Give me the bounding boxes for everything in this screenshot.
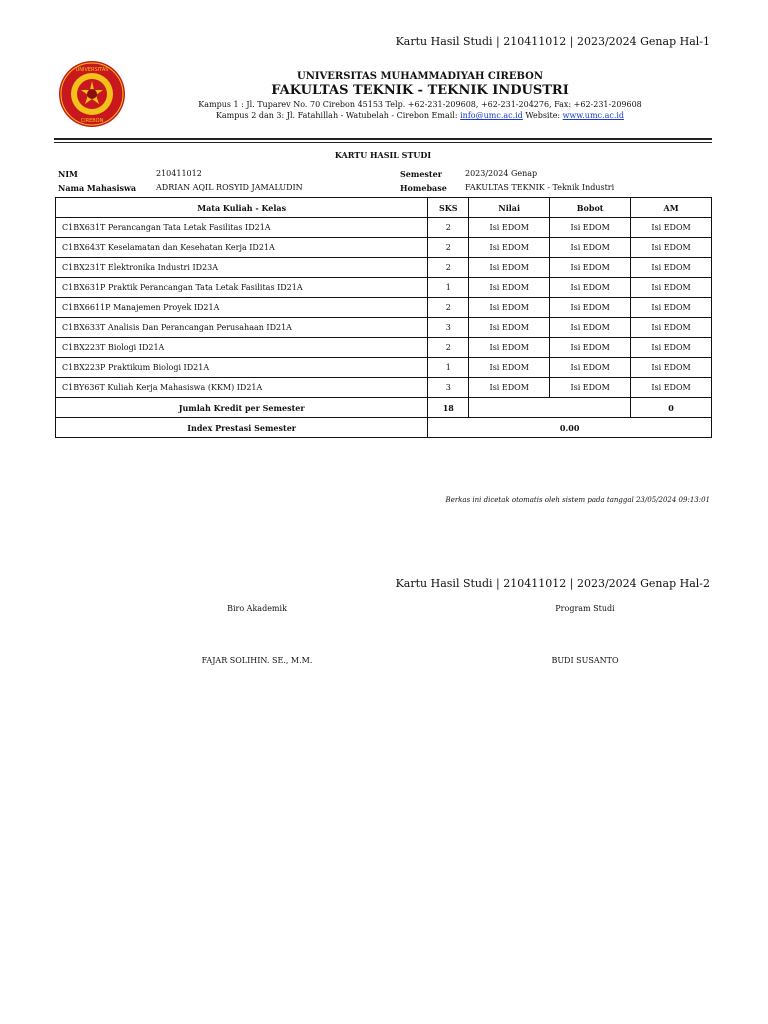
course-cell: C1BX223P Praktikum Biologi ID21A: [56, 358, 428, 378]
course-cell: C1BY636T Kuliah Kerja Mahasiswa (KKM) ID21A: [56, 378, 428, 398]
ips-value: 0.00: [428, 418, 712, 438]
university-seal-icon: [58, 60, 126, 128]
university-name: UNIVERSITAS MUHAMMADIYAH CIREBON: [297, 71, 543, 82]
course-cell: C1BX631P Praktik Perancangan Tata Letak Fasilitas ID21A: [56, 278, 428, 298]
am-cell: Isi EDOM: [631, 378, 712, 398]
page-header-2: Kartu Hasil Studi | 210411012 | 2023/2024 Genap Hal-2: [395, 577, 710, 590]
total-credit-empty: [469, 398, 631, 418]
table-row: [56, 298, 712, 318]
student-name-label: Nama Mahasiswa: [58, 183, 137, 193]
table-row: [56, 238, 712, 258]
col-header-sks: SKS: [428, 198, 469, 218]
campus-address-2-text: Kampus 2 dan 3: Jl. Fatahillah - Watubelah - Cirebon Email:: [215, 111, 461, 120]
nilai-cell: Isi EDOM: [469, 298, 550, 318]
am-cell: Isi EDOM: [631, 358, 712, 378]
semester-label: Semester: [400, 169, 442, 179]
signature-right-name: BUDI SUSANTO: [551, 656, 619, 665]
bobot-cell: Isi EDOM: [550, 378, 631, 398]
table-row: [56, 338, 712, 358]
sks-cell: 1: [428, 358, 469, 378]
table-header-row: [56, 198, 712, 218]
col-header-course: Mata Kuliah - Kelas: [56, 198, 428, 218]
nilai-cell: Isi EDOM: [469, 318, 550, 338]
website-label: Website:: [522, 111, 563, 120]
course-cell: C1BX6611P Manajemen Proyek ID21A: [56, 298, 428, 318]
student-name-value: ADRIAN AQIL ROSYID JAMALUDIN: [156, 183, 303, 192]
sks-cell: 3: [428, 378, 469, 398]
nim-label: NIM: [58, 169, 78, 179]
am-cell: Isi EDOM: [631, 298, 712, 318]
homebase-value: FAKULTAS TEKNIK - Teknik Industri: [465, 183, 615, 192]
col-header-am: AM: [631, 198, 712, 218]
am-cell: Isi EDOM: [631, 238, 712, 258]
signature-left-name: FAJAR SOLIHIN. SE., M.M.: [201, 656, 313, 665]
table-row: [56, 258, 712, 278]
am-cell: Isi EDOM: [631, 318, 712, 338]
signature-left-title: Biro Akademik: [227, 604, 287, 613]
homebase-label: Homebase: [400, 183, 447, 193]
printed-timestamp-note: Berkas ini dicetak otomatis oleh sistem pada tanggal 23/05/2024 09:13:01: [445, 496, 710, 504]
nilai-cell: Isi EDOM: [469, 278, 550, 298]
bobot-cell: Isi EDOM: [550, 358, 631, 378]
nilai-cell: Isi EDOM: [469, 338, 550, 358]
table-row: [56, 318, 712, 338]
header-divider-thick: [54, 138, 712, 140]
am-cell: Isi EDOM: [631, 278, 712, 298]
nilai-cell: Isi EDOM: [469, 378, 550, 398]
table-row: [56, 278, 712, 298]
am-cell: Isi EDOM: [631, 218, 712, 238]
bobot-cell: Isi EDOM: [550, 318, 631, 338]
svg-text:UNIVERSITAS: UNIVERSITAS: [75, 67, 109, 73]
total-credit-sks: 18: [428, 398, 469, 418]
bobot-cell: Isi EDOM: [550, 218, 631, 238]
sks-cell: 2: [428, 258, 469, 278]
course-cell: C1BX643T Keselamatan dan Kesehatan Kerja ID21A: [56, 238, 428, 258]
website-link[interactable]: www.umc.ac.id: [562, 111, 625, 120]
document-title: KARTU HASIL STUDI: [334, 150, 432, 160]
institution-header: [130, 71, 710, 121]
nilai-cell: Isi EDOM: [469, 238, 550, 258]
sks-cell: 2: [428, 218, 469, 238]
course-cell: C1BX231T Elektronika Industri ID23A: [56, 258, 428, 278]
campus-address-1: Kampus 1 : Jl. Tuparev No. 70 Cirebon 45153 Telp. +62-231-209608, +62-231-204276, Fax: +62-231-209608: [198, 100, 642, 109]
bobot-cell: Isi EDOM: [550, 278, 631, 298]
email-link[interactable]: info@umc.ac.id: [460, 111, 523, 120]
bobot-cell: Isi EDOM: [550, 338, 631, 358]
table-row: [56, 358, 712, 378]
table-row: [56, 378, 712, 398]
nim-value: 210411012: [156, 169, 202, 178]
col-header-nilai: Nilai: [469, 198, 550, 218]
nilai-cell: Isi EDOM: [469, 358, 550, 378]
nilai-cell: Isi EDOM: [469, 218, 550, 238]
col-header-bobot: Bobot: [550, 198, 631, 218]
total-credit-row: [56, 398, 712, 418]
svg-text:CIREBON: CIREBON: [80, 118, 104, 124]
am-cell: Isi EDOM: [631, 338, 712, 358]
sks-cell: 1: [428, 278, 469, 298]
grades-table: [55, 197, 712, 438]
header-divider-thin: [54, 142, 712, 143]
campus-address-2: [130, 110, 710, 121]
sks-cell: 3: [428, 318, 469, 338]
total-credit-am: 0: [631, 398, 712, 418]
course-cell: C1BX631T Perancangan Tata Letak Fasilitas ID21A: [56, 218, 428, 238]
course-cell: C1BX633T Analisis Dan Perancangan Perusahaan ID21A: [56, 318, 428, 338]
nilai-cell: Isi EDOM: [469, 258, 550, 278]
table-row: [56, 218, 712, 238]
page-header: Kartu Hasil Studi | 210411012 | 2023/2024 Genap Hal-1: [395, 35, 710, 48]
semester-value: 2023/2024 Genap: [465, 169, 538, 178]
am-cell: Isi EDOM: [631, 258, 712, 278]
bobot-cell: Isi EDOM: [550, 258, 631, 278]
faculty-name: FAKULTAS TEKNIK - TEKNIK INDUSTRI: [271, 83, 569, 98]
bobot-cell: Isi EDOM: [550, 238, 631, 258]
sks-cell: 2: [428, 298, 469, 318]
total-credit-label: Jumlah Kredit per Semester: [56, 398, 428, 418]
course-cell: C1BX223T Biologi ID21A: [56, 338, 428, 358]
ips-label: Index Prestasi Semester: [56, 418, 428, 438]
bobot-cell: Isi EDOM: [550, 298, 631, 318]
ips-row: [56, 418, 712, 438]
sks-cell: 2: [428, 238, 469, 258]
sks-cell: 2: [428, 338, 469, 358]
signature-right-title: Program Studi: [555, 604, 615, 613]
